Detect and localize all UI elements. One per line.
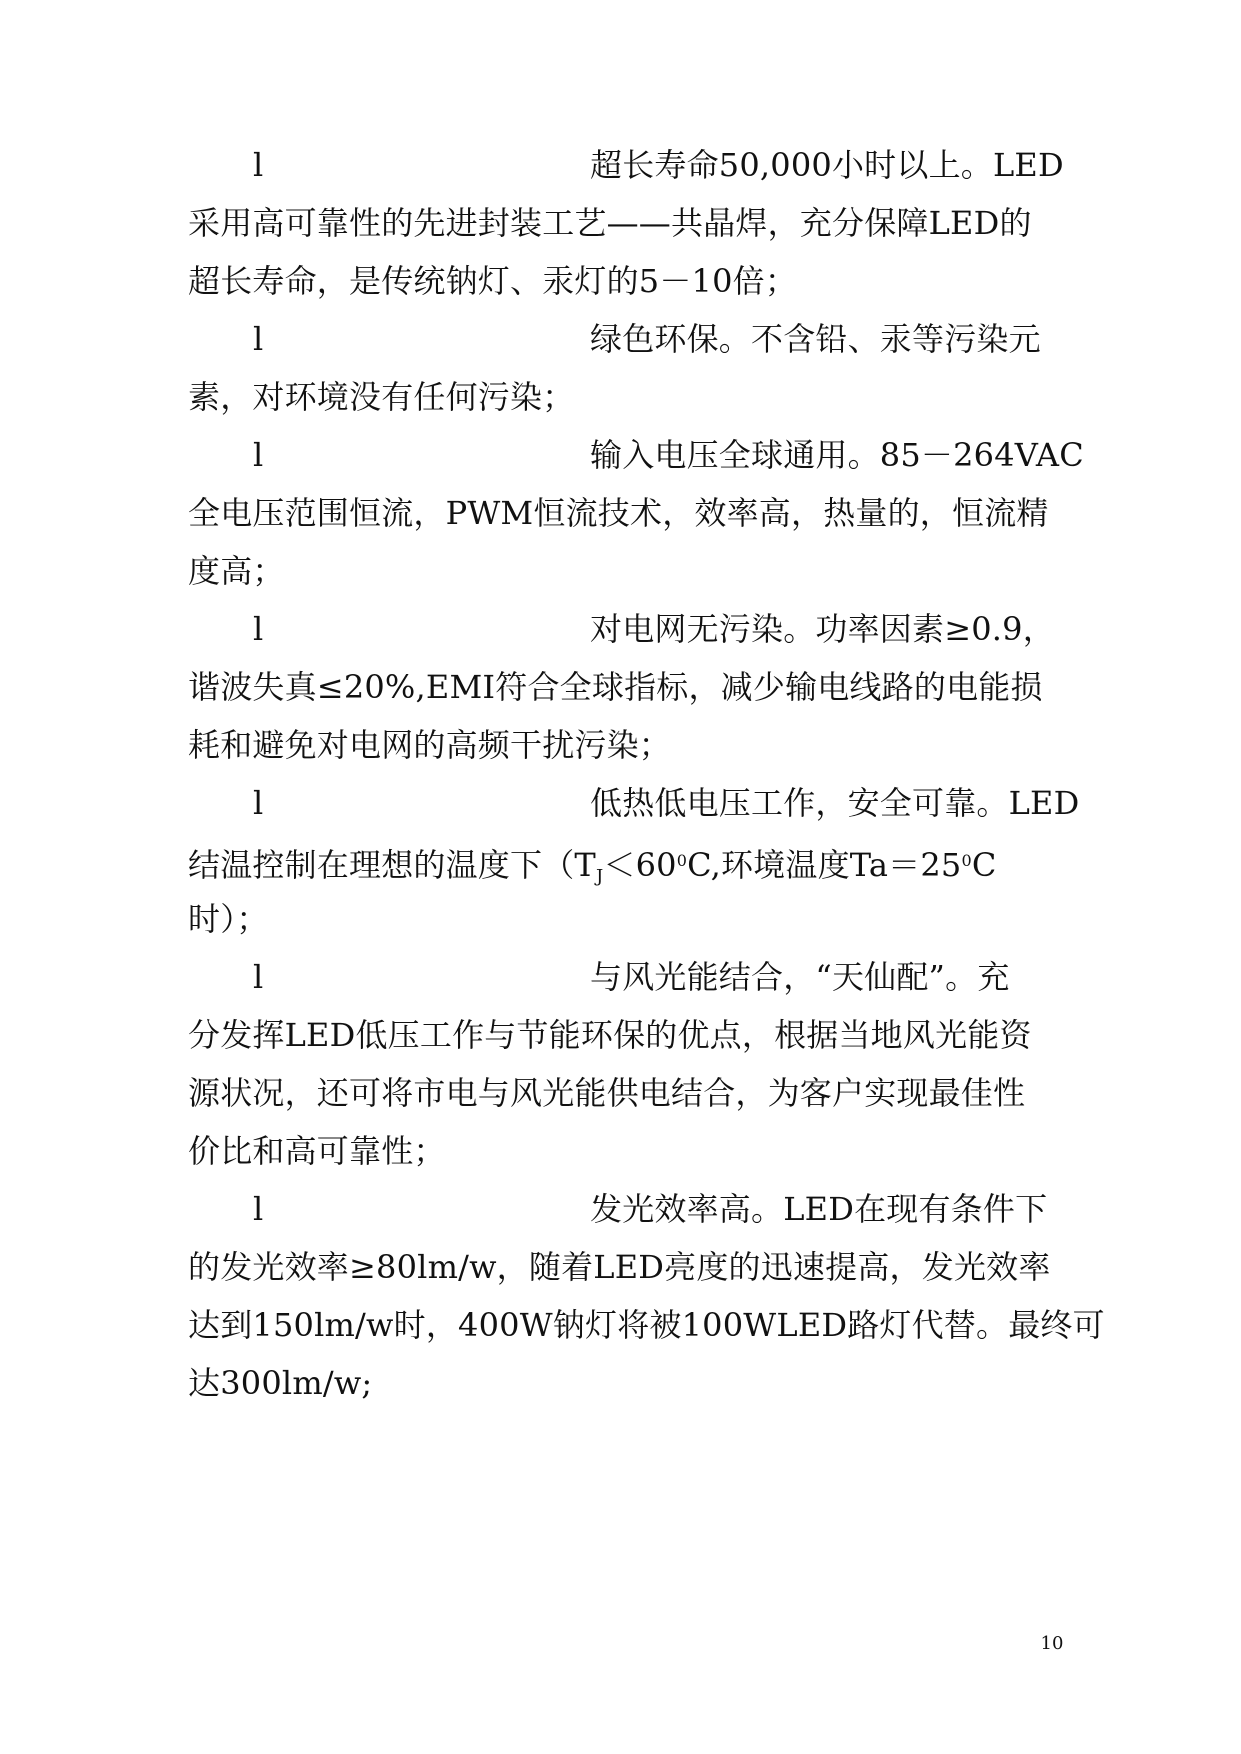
list-item-lead: 与风光能结合，“天仙配”。充 [590,958,1010,996]
paragraph-line: 采用高可靠性的先进封装工艺——共晶焊，充分保障LED的 [188,204,1032,242]
degree-superscript: 0 [961,851,972,870]
list-item-lead: 发光效率高。LED在现有条件下 [590,1190,1048,1228]
paragraph-line: 谐波失真≤20%,EMI符合全球指标，减少输电线路的电能损 [188,668,1043,706]
list-marker: l [253,1190,264,1228]
paragraph-line: 素，对环境没有任何污染； [188,378,575,416]
list-marker: l [253,610,264,648]
list-marker: l [253,958,264,996]
paragraph-line: 达300lm/w; [188,1364,373,1402]
paragraph-line: 时）； [188,900,269,938]
degree-superscript: 0 [676,851,688,870]
paragraph-line: 价比和高可靠性； [188,1132,446,1170]
paragraph-line: 的发光效率≥80lm/w，随着LED亮度的迅速提高，发光效率 [188,1248,1051,1286]
paragraph-line: 耗和避免对电网的高频干扰污染； [188,726,672,764]
list-item-lead: 输入电压全球通用。85－264VAC [590,436,1084,474]
list-marker: l [253,146,264,184]
paragraph-line-with-formula [188,828,1068,894]
paragraph-line: 度高； [188,552,285,590]
paragraph-line: 源状况，还可将市电与风光能供电结合，为客户实现最佳性 [188,1074,1026,1112]
list-item-lead: 对电网无污染。功率因素≥0.9， [590,610,1055,648]
paragraph-line: 超长寿命，是传统钠灯、汞灯的5－10倍； [188,262,798,300]
list-item-lead: 低热低电压工作，安全可靠。LED [590,784,1080,822]
list-item-lead: 超长寿命50,000小时以上。LED [590,146,1064,184]
paragraph-line: 分发挥LED低压工作与节能环保的优点，根据当地风光能资 [188,1016,1032,1054]
page-number: 10 [1040,1633,1064,1654]
subscript-j: J [595,866,604,887]
list-marker: l [253,320,264,358]
list-item-lead: 绿色环保。不含铅、汞等污染元 [590,320,1041,358]
paragraph-line: 全电压范围恒流，PWM恒流技术，效率高，热量的，恒流精 [188,494,1049,532]
text-segment: 结温控制在理想的温度下（T [188,846,596,884]
list-marker: l [253,436,264,474]
text-segment: C [971,846,997,884]
paragraph-line: 达到150lm/w时，400W钠灯将被100WLED路灯代替。最终可 [188,1306,1105,1344]
text-segment: ＜60 [603,846,677,884]
text-segment: C,环境温度Ta＝25 [687,846,962,884]
list-marker: l [253,784,264,822]
